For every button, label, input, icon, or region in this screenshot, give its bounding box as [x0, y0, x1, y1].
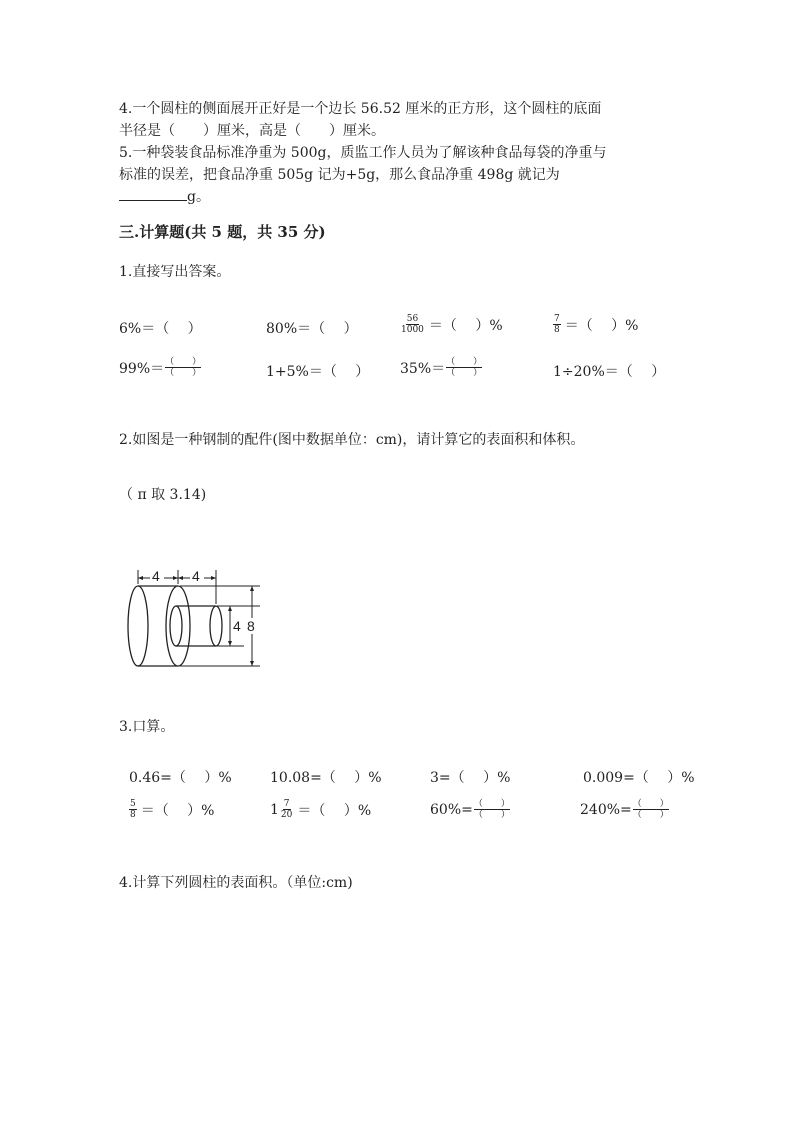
- fraction: $\frac{7}{8}$: [554, 314, 560, 335]
- q2-title: 2.如图是一种钢制的配件(图中数据单位：cm)，请计算它的表面积和体积。: [119, 432, 585, 448]
- dim-label-left: 4: [152, 568, 160, 584]
- q3-item-4: 0.009=（ ）%: [583, 770, 695, 786]
- q3-item-5: $\frac{5}{8}$ ＝（ ）%: [130, 799, 215, 820]
- paren-fraction: $\frac{( )}{( )}$: [473, 799, 510, 820]
- fraction: $\frac{56}{1000}$: [401, 314, 424, 335]
- dim-label-inner: 4: [233, 618, 241, 634]
- q1-item-4: $\frac{7}{8}$ ＝（ ）%: [554, 314, 639, 335]
- dim-label-outer: 8: [247, 618, 255, 634]
- q1-item-1: 6%＝（ ）: [119, 321, 202, 337]
- q3-title: 3.口算。: [119, 719, 175, 735]
- mixed-number: 1 $\frac{7}{20}$: [270, 799, 293, 820]
- section-3-heading: 三.计算题(共 5 题，共 35 分): [119, 223, 326, 241]
- paren-fraction: $\frac{( )}{( )}$: [446, 357, 483, 378]
- dim-label-right: 4: [192, 568, 200, 584]
- q1-item-8: 1÷20%＝（ ）: [553, 364, 666, 380]
- large-cylinder-back-face: [128, 586, 148, 666]
- fraction: $\frac{5}{8}$: [130, 799, 136, 820]
- answer-blank-underline: [119, 187, 187, 201]
- q4-title: 4.计算下列圆柱的表面积。（单位:cm): [119, 875, 353, 891]
- q1-item-6: 1+5%＝（ ）: [266, 364, 370, 380]
- q5-unit-suffix: g。: [187, 189, 210, 205]
- q4-line-1: 4.一个圆柱的侧面展开正好是一个边长 56.52 厘米的正方形，这个圆柱的底面: [119, 101, 602, 117]
- q3-item-7: 60%= $\frac{( )}{( )}$: [430, 799, 510, 820]
- q5-line-3: [119, 186, 210, 206]
- paren-fraction: $\frac{( )}{( )}$: [632, 799, 669, 820]
- q4-line-2: 半径是（ ）厘米，高是（ ）厘米。: [119, 123, 385, 139]
- q3-item-2: 10.08=（ ）%: [270, 770, 382, 786]
- q3-item-6: 1 $\frac{7}{20}$ ＝（ ）%: [270, 799, 372, 820]
- q1-item-3: $\frac{56}{1000}$ ＝（ ）%: [401, 314, 503, 335]
- q1-item-5: 99%＝ $\frac{( )}{( )}$: [119, 357, 202, 378]
- q5-line-1: 5.一种袋装食品标准净重为 500g，质监工作人员为了解该种食品每袋的净重与: [119, 145, 607, 161]
- q5-line-2: 标准的误差，把食品净重 505g 记为+5g，那么食品净重 498g 就记为: [119, 167, 560, 183]
- q2-pi-note: （ π 取 3.14): [119, 487, 207, 503]
- q1-item-7: 35%＝ $\frac{( )}{( )}$: [400, 357, 483, 378]
- q3-item-1: 0.46=（ ）%: [129, 770, 232, 786]
- q3-item-3: 3=（ ）%: [430, 770, 511, 786]
- small-cylinder-end: [210, 606, 222, 646]
- steel-part-figure: [118, 560, 278, 672]
- q3-item-8: 240%= $\frac{( )}{( )}$: [580, 799, 669, 820]
- paren-fraction: $\frac{( )}{( )}$: [165, 357, 202, 378]
- q1-title: 1.直接写出答案。: [119, 264, 231, 280]
- q1-item-2: 80%＝（ ）: [266, 321, 358, 337]
